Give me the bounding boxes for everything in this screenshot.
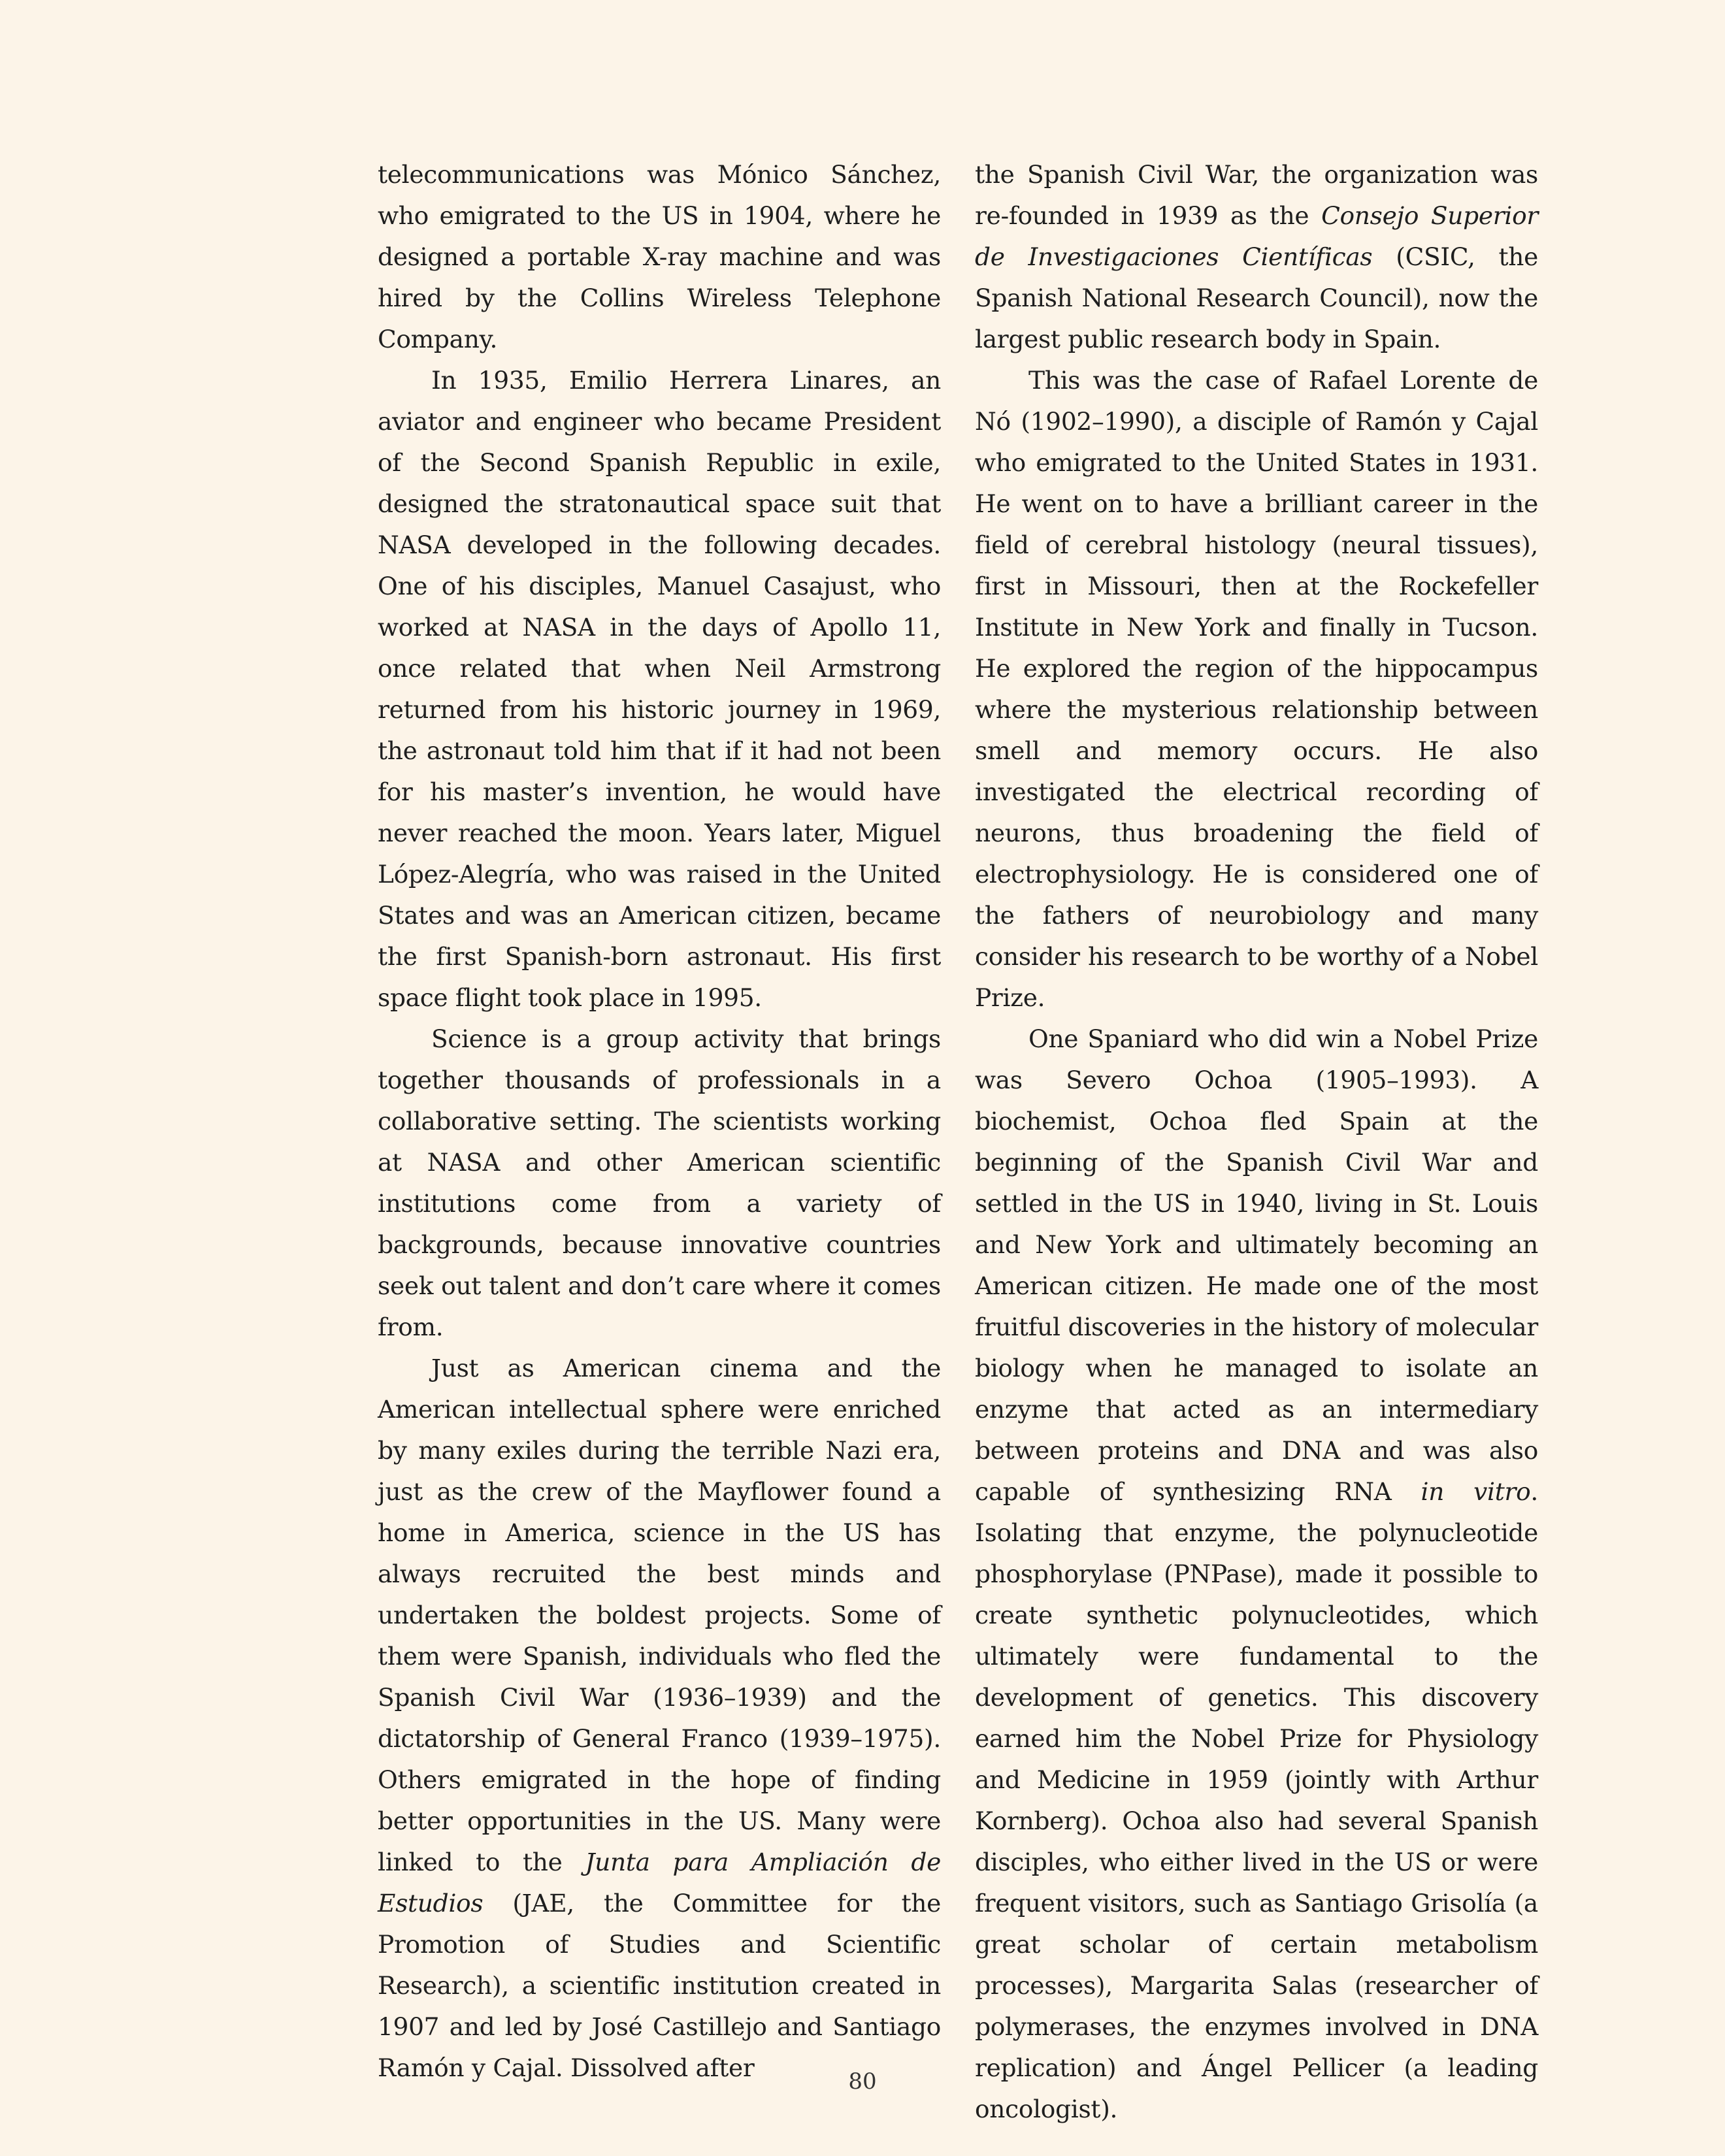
paragraph: Science is a group activity that brings together thousands of professionals in a collaborative setting. The scientists working at NASA and other American scientific institutions come from a variety of backgrounds, because innovative countries seek out talent and don’t care where it comes from. [378, 1024, 941, 1341]
paragraph-text: . Isolating that enzyme, the polynucleotide phosphorylase (PNPase), made it possible to create synthetic polynucleotides, which ultimately were fundamental to the development of genetics. This discovery earned him the Nobel Prize for Physiology and Medicine in 1959 (jointly with Arthur Kornberg). Ochoa also had several Spanish disciples, who either lived in the US or were frequent visitors, such as Santiago Grisolía (a great scholar of certain metabolism processes), Margarita Salas (researcher of polymerases, the enzymes involved in DNA replication) and Ángel Pellicer (a leading oncologist). [975, 1477, 1538, 2123]
right-text-column [975, 154, 1538, 2130]
paragraph [975, 1019, 1538, 2130]
paragraph: telecommunications was Mónico Sánchez, who emigrated to the US in 1904, where he designed a portable X-ray machine and was hired by the Collins Wireless Telephone Company. [378, 160, 941, 353]
paragraph [378, 1348, 941, 2089]
paragraph-text: (CSIC, the Spanish National Research Council), now the largest public research body in Spain. [975, 242, 1538, 353]
paragraph [975, 154, 1538, 360]
paragraph-text: the Spanish Civil War, the organization was re-founded in 1939 as the [975, 160, 1538, 230]
left-text-column [378, 154, 941, 2089]
paragraph-text: (JAE, the Committee for the Promotion of Studies and Scientific Research), a scientific institution created in 1907 and led by José Castillejo and Santiago Ramón y Cajal. Dissolved after [378, 1889, 941, 2082]
italic-institution-name: Consejo Superior de Investigaciones Científicas [975, 201, 1538, 271]
paragraph: In 1935, Emilio Herrera Linares, an aviator and engineer who became President of the Second Spanish Republic in exile, designed the stratonautical space suit that NASA developed in the following decades. One of his disciples, Manuel Casajust, who worked at NASA in the days of Apollo 11, once related that when Neil Armstrong returned from his historic journey in 1969, the astronaut told him that if it had not been for his master’s invention, he would have never reached the moon. Years later, Miguel López-Alegría, who was raised in the United States and was an American citizen, became the first Spanish-born astronaut. His first space flight took place in 1995. [378, 366, 941, 1012]
paragraph-text: One Spaniard who did win a Nobel Prize was Severo Ochoa (1905–1993). A biochemist, Ochoa fled Spain at the beginning of the Spanish Civil War and settled in the US in 1940, living in St. Louis and New York and ultimately becoming an American citizen. He made one of the most fruitful discoveries in the history of molecular biology when he managed to isolate an enzyme that acted as an intermediary between proteins and DNA and was also capable of synthesizing RNA [975, 1024, 1538, 1506]
paragraph-text: Just as American cinema and the American intellectual sphere were enriched by many exiles during the terrible Nazi era, just as the crew of the Mayflower found a home in America, science in the US has always recruited the best minds and undertaken the boldest projects. Some of them were Spanish, individuals who fled the Spanish Civil War (1936–1939) and the dictatorship of General Franco (1939–1975). Others emigrated in the hope of finding better opportunities in the US. Many were linked to the [378, 1354, 941, 1876]
paragraph: This was the case of Rafael Lorente de Nó (1902–1990), a disciple of Ramón y Cajal who emigrated to the United States in 1931. He went on to have a brilliant career in the field of cerebral histology (neural tissues), first in Missouri, then at the Rockefeller Institute in New York and finally in Tucson. He explored the region of the hippocampus where the mysterious relationship between smell and memory occurs. He also investigated the electrical recording of neurons, thus broadening the field of electrophysiology. He is considered one of the fathers of neurobiology and many consider his research to be worthy of a Nobel Prize. [975, 366, 1538, 1012]
italic-latin-term: in vitro [1421, 1477, 1531, 1506]
italic-institution-name: Junta para Ampliación de Estudios [378, 1848, 941, 1918]
page-number: 80 [848, 2068, 877, 2095]
